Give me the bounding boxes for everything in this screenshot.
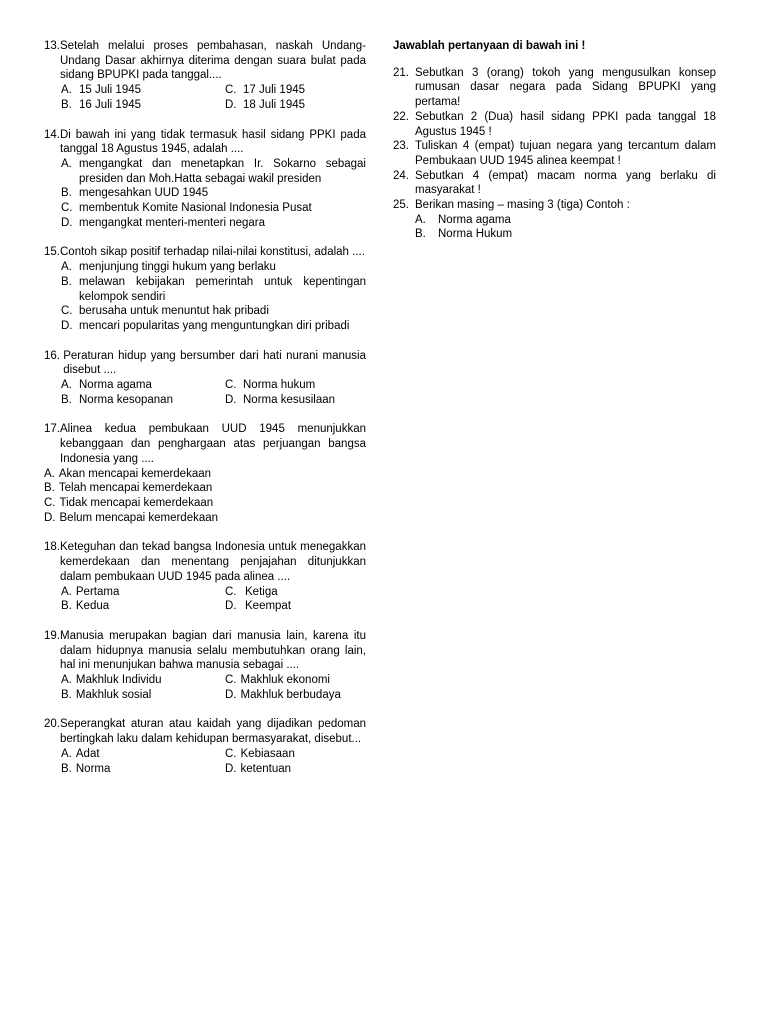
left-column	[44, 39, 366, 791]
option-letter: B.	[61, 98, 72, 111]
option-text: 16 Juli 1945	[79, 98, 142, 111]
option-letter: B.	[61, 393, 72, 406]
question-25	[393, 198, 716, 213]
option-letter: A.	[61, 84, 72, 97]
option	[61, 157, 366, 186]
question-number: 18.	[44, 541, 60, 554]
option	[415, 227, 716, 242]
option	[61, 673, 225, 688]
question-number: 13.	[44, 40, 60, 52]
option-letter: C.	[61, 305, 73, 318]
option-text: Pertama	[75, 585, 120, 598]
option-letter: B.	[44, 482, 55, 495]
option-letter: C.	[61, 202, 73, 215]
option	[415, 213, 716, 228]
question-number: 14.	[44, 128, 60, 141]
question-text: Sebutkan 2 (Dua) hasil sidang PPKI pada tanggal 18 Agustus 1945 !	[415, 110, 716, 138]
option	[225, 378, 366, 393]
option-text: ketentuan	[240, 762, 292, 775]
question-text: Keteguhan dan tekad bangsa Indonesia untuk menegakkan kemerdekaan dan menentang penjajahan ditunjukkan dalam pembukaan UUD 1945 pada alinea ....	[60, 541, 366, 583]
option	[44, 511, 366, 526]
question-24	[393, 169, 716, 198]
option	[61, 260, 366, 275]
option-text: membentuk Komite Nasional Indonesia Pusat	[79, 202, 312, 215]
option-text: Makhluk sosial	[75, 688, 152, 701]
question-text: Setelah melalui proses pembahasan, naskah Undang- Undang Dasar akhirnya diterima dengan suara bulat pada sidang BPUPKI pada tanggal....	[60, 40, 366, 82]
question-number: 17.	[44, 423, 60, 436]
option	[225, 673, 366, 688]
option-text: mengangkat dan menetapkan Ir. Sokarno sebagai presiden dan Moh.Hatta sebagai wakil presiden	[79, 157, 366, 185]
question-25-options	[393, 213, 716, 242]
option-text: Makhluk berbudaya	[240, 688, 341, 701]
option	[225, 98, 366, 113]
option	[61, 378, 225, 393]
question-number: 15.	[44, 246, 60, 259]
question-number: 21.	[393, 66, 409, 79]
option-text: Adat	[75, 747, 100, 760]
option-text: menjunjung tinggi hukum yang berlaku	[79, 261, 276, 274]
option	[225, 83, 366, 98]
option-letter: C.	[225, 585, 237, 598]
option-text: 15 Juli 1945	[79, 84, 142, 97]
question-text: Sebutkan 4 (empat) macam norma yang berlaku di masyarakat !	[415, 169, 716, 197]
option	[44, 467, 366, 482]
question-text: Manusia merupakan bagian dari manusia lain, karena itu dalam hidupnya manusia selalu membutuhkan orang lain, hal ini menunjukan bahwa manusia sebagai ....	[60, 629, 366, 672]
question-21	[393, 66, 716, 110]
option-text: Tidak mencapai kemerdekaan	[59, 496, 214, 509]
question-text: Alinea kedua pembukaan UUD 1945 menunjukkan kebanggaan dan penghargaan atas perjuangan bangsa Indonesia yang ....	[60, 423, 366, 465]
option-letter: B.	[61, 762, 72, 775]
option	[61, 186, 366, 201]
question-18	[44, 540, 366, 614]
option	[61, 393, 225, 408]
option-text: Makhluk ekonomi	[240, 674, 330, 687]
option	[44, 481, 366, 496]
option-text: Akan mencapai kemerdekaan	[58, 467, 212, 480]
option-text: Norma kesusilaan	[243, 393, 336, 406]
question-number: 24.	[393, 169, 409, 182]
option-text: 17 Juli 1945	[243, 84, 306, 97]
option-text: melawan kebijakan pemerintah untuk kepentingan kelompok sendiri	[79, 275, 366, 303]
option-text: Norma Hukum	[438, 228, 513, 241]
question-22	[393, 110, 716, 139]
option-text: mengangkat menteri-menteri negara	[79, 216, 266, 229]
question-23	[393, 139, 716, 168]
option-text: Makhluk Individu	[75, 674, 162, 687]
option	[44, 496, 366, 511]
option	[225, 599, 366, 614]
question-number: 23.	[393, 140, 409, 153]
option	[61, 599, 225, 614]
option-letter: D.	[225, 688, 237, 701]
option	[61, 585, 225, 600]
option	[61, 98, 225, 113]
option-letter: B.	[61, 275, 72, 288]
option	[225, 688, 366, 703]
option	[61, 83, 225, 98]
option-letter: A.	[61, 585, 72, 598]
option-text: Kebiasaan	[240, 747, 295, 760]
question-text: Sebutkan 3 (orang) tokoh yang mengusulkan konsep rumusan dasar negara pada Sidang BPUPKI yang pertama!	[415, 66, 716, 109]
option-letter: A.	[415, 213, 426, 226]
option-letter: B.	[61, 187, 72, 200]
option	[225, 762, 366, 777]
option-text: Kedua	[75, 600, 110, 613]
option-letter: C.	[225, 747, 237, 760]
option	[61, 304, 366, 319]
option	[61, 688, 225, 703]
question-number: 22.	[393, 110, 409, 123]
option-letter: A.	[44, 467, 55, 480]
option-text: Norma hukum	[243, 379, 316, 392]
option-letter: D.	[225, 600, 237, 613]
question-number: 25.	[393, 199, 409, 212]
option-letter: A.	[61, 261, 72, 274]
option	[61, 747, 225, 762]
option-text: Keempat	[245, 600, 292, 613]
option-letter: A.	[61, 379, 72, 392]
option-letter: D.	[44, 511, 56, 524]
question-text: Seperangkat aturan atau kaidah yang dijadikan pedoman bertingkah laku dalam kehidupan bermasyarakat, disebut...	[60, 718, 366, 746]
option-letter: D.	[225, 762, 237, 775]
option-text: Ketiga	[245, 585, 278, 598]
option-letter: A.	[61, 674, 72, 687]
option-letter: B.	[61, 688, 72, 701]
option	[225, 585, 366, 600]
question-number: 16.	[44, 349, 64, 362]
option-letter: D.	[225, 393, 237, 406]
question-text: Di bawah ini yang tidak termasuk hasil sidang PPKI pada tanggal 18 Agustus 1945, adalah ....	[60, 128, 366, 156]
option	[61, 216, 366, 231]
option-letter: B.	[415, 228, 426, 241]
question-number: 20.	[44, 718, 60, 731]
option	[61, 275, 366, 304]
option-letter: B.	[61, 600, 72, 613]
question-13	[44, 39, 366, 113]
question-text: Berikan masing – masing 3 (tiga) Contoh :	[415, 199, 630, 212]
option	[225, 393, 366, 408]
question-14	[44, 128, 366, 231]
question-text: Peraturan hidup yang bersumber dari hati nurani manusia disebut ....	[63, 349, 366, 377]
option-letter: C.	[225, 674, 237, 687]
question-text: Tuliskan 4 (empat) tujuan negara yang tercantum dalam Pembukaan UUD 1945 alinea keempat !	[415, 140, 716, 167]
question-19	[44, 629, 366, 703]
question-20	[44, 717, 366, 776]
option-text: Norma kesopanan	[79, 393, 173, 406]
option-letter: A.	[61, 157, 72, 170]
option-letter: C.	[225, 84, 237, 97]
question-text: Contoh sikap positif terhadap nilai-nilai konstitusi, adalah ....	[60, 246, 365, 259]
option-letter: D.	[225, 98, 237, 111]
option	[61, 762, 225, 777]
option-text: mengesahkan UUD 1945	[79, 187, 209, 200]
question-15	[44, 245, 366, 333]
question-17	[44, 422, 366, 525]
option-letter: D.	[61, 319, 73, 332]
option	[225, 747, 366, 762]
option-text: mencari popularitas yang menguntungkan diri pribadi	[79, 319, 350, 332]
option-letter: C.	[44, 496, 56, 509]
option-text: Telah mencapai kemerdekaan	[58, 482, 213, 495]
option-text: Norma agama	[438, 213, 511, 226]
option-letter: C.	[225, 379, 237, 392]
option-letter: D.	[61, 216, 73, 229]
option	[61, 319, 366, 334]
essay-heading: Jawablah pertanyaan di bawah ini !	[393, 40, 586, 52]
question-number: 19.	[44, 629, 60, 642]
option-text: berusaha untuk menuntut hak pribadi	[79, 305, 269, 318]
right-column	[393, 39, 716, 242]
option-text: Belum mencapai kemerdekaan	[59, 511, 219, 524]
option-text: Norma	[75, 762, 111, 775]
option-letter: A.	[61, 747, 72, 760]
option	[61, 201, 366, 216]
question-16	[44, 349, 366, 408]
option-text: Norma agama	[79, 379, 152, 392]
option-text: 18 Juli 1945	[243, 98, 306, 111]
